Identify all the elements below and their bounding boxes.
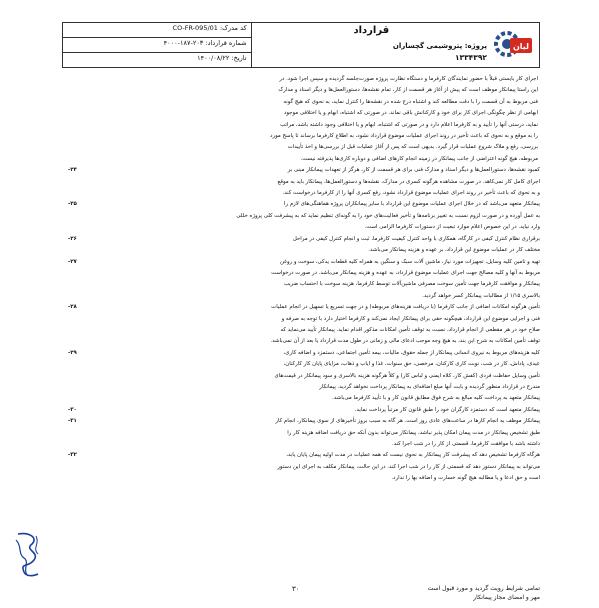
text-line: برقراری نظام کنترل کیفی در کارگاه، همکاری با واحد کنترل کیفیت کارفرما، ثبت و انجام کنترل کیفی در مراحل (292, 235, 540, 242)
text-line: پیمانکار و موافقت کارفرما جهت تأمین سوخت مصرفی ماشین‌آلات توسط کارفرما، هزینه سوخت با احتساب ضریب (283, 281, 540, 288)
text-line: فنی مربوط به آن قسمت را با دقت مطالعه کند و اشتباه درج شده در نقشه‌ها را کنترل نماید، به نحوی که هیچ گونه (283, 98, 538, 105)
document-title: قرارداد (353, 25, 390, 36)
clause-number: ۳۲- (68, 452, 77, 459)
text-line: پیمانکار متعهد به پرداخت کلیه مبالغ به شرح فوق مطابق قانون کار و با تأیید کارفرما می‌باشد. (332, 395, 540, 402)
logo-text: لیان (512, 42, 530, 51)
text-line: را به موقع و به نحوی که باعث تأخیر در روند اجرای عملیات موضوع قرارداد نشود، به اطلاع کارفرما برساند تا پاسخ مورد (270, 133, 538, 140)
header-meta (63, 23, 251, 67)
text-line: مربوط به آنها و کلیه مصالح جهت اجرای عملیات موضوع قرارداد، به عهده و هزینه پیمانکار می‌باشد. در صورت درخواست (271, 269, 540, 276)
text-line: پیمانکار موظف به انجام کارها در ساعت‌های عادی روز است. هر گاه به سبب بروز تأخیرهای از سوی پیمانکار، انجام کار (275, 418, 540, 425)
text-line: اجرای کامل کار نمی‌کاهد. در صورت مشاهده هرگونه کسری در مدارک، نقشه‌ها و دستورالعمل‌ها، پیمانکار باید به موقع (277, 178, 540, 185)
text-line: توقف تأمین امکانات به شرح این بند، به هیچ وجه موجب ادعای مالی و زمانی در طول مدت قرارداد یا بعد از آن نمی‌باشد. (270, 338, 540, 345)
text-line: وارد نیاید. در این خصوص اعلام موارد تبعیت از دستورات کارفرما الزامی است. (364, 224, 540, 231)
clause-number: ۲۹- (68, 349, 77, 356)
clause-31 (62, 416, 540, 450)
text-line: می‌تواند به پیمانکار دستور دهد که قسمتی از کار را در شب اجرا کند. در این حالت، پیمانکار مکلف به اجرای این دستور (277, 463, 540, 470)
clause-27 (62, 257, 540, 303)
text-line: داشته باشد با موافقت کارفرما، قسمتی از کار را در شب اجرا کند. (391, 441, 540, 447)
text-line: کلیه هزینه‌های مربوط به نیروی انسانی پیمانکار از جمله حقوق، مالیات، بیمه تأمین اجتماعی، دستمزد و اضافه کاری، (283, 349, 540, 356)
clause-28 (62, 302, 540, 348)
text-line: مربوطه، هیچ گونه اعتراضی از جانب پیمانکار در زمینه انجام کارهای اضافی و دوباره کاری‌ها پذیرفته نیست. (300, 155, 538, 162)
text-line: بررسی، رفع و ملاک شروع عملیات قرار گیرد. بدیهی است که پس از آغاز عملیات قبل از بررسی‌ها و اخذ تأییدات (287, 144, 538, 151)
clause-number: ۲۵- (68, 201, 77, 208)
clause-number: ۲۴- (68, 167, 77, 174)
text-line: طبق تشخیص پیمانکار در مدت پیمان امکان پذیر نباشد، پیمانکار می‌تواند بدون آنکه حق دریافت اضافه هزینه کار را (287, 429, 540, 436)
text-line: پیمانکار متعهد می‌باشد که در خلال اجرای عملیات موضوع این قرارداد با سایر پیمانکاران پروژه هماهنگی‌های لازم را (284, 201, 540, 208)
text-line: عیدی، پاداش، کار در شب، نوبت کاری کارکنان، مرخصی، حق سنوات، غذا و ایاب و ذهاب، مزایای پایان کار کارکنان، (283, 361, 540, 368)
acceptance-line: تمامی شرایط رویت گردید و مورد قبول است (427, 585, 540, 592)
text-line: به عمل آورده و در صورت لزوم نسبت به تغییر برنامه‌ها و تأخیر فعالیت‌های خود را به گونه‌ای تنظیم نماید که به پیشرفت کلی پروژه خللی (236, 212, 540, 219)
text-line: مختلف کار در عملیات موضوع این قرارداد، بر عهده و هزینه پیمانکار می‌باشد. (368, 247, 540, 254)
project-line (393, 42, 487, 50)
clause-number: ۲۶- (68, 235, 77, 242)
text-line: پیمانکار متعهد است که دستمزد کارگران خود را طبق قانون کار مرتباً پرداخت نماید. (354, 406, 540, 413)
text-line: مندرج در قرارداد منظور گردیده و بابت آنها مبلغ اضافه‌ای به پیمانکار پرداخت نخواهد گردید. پیمانکار (319, 383, 540, 390)
text-line: نماید، درستی آنها را تأیید و به کارفرما اعلام دارد و در صورتی که اشتباه، ابهام و یا اختلافی وجود داشته باشد، مراتب (280, 121, 538, 128)
clause-32 (62, 450, 540, 484)
contract-ref: شماره قرارداد: ۲۰۳-۱۸۷-۴۰۰۰ (63, 38, 251, 53)
text-line: تهیه و تامین کلیه وسایل، تجهیزات مورد نیاز، ماشین آلات سبک و سنگین به همراه کلیه قطعات یدکی، سوخت و روغن (280, 258, 540, 265)
acceptance-note (428, 584, 540, 602)
text-line: و به نحوی که باعث تأخیر در روند اجرای عملیات موضوع قرارداد نشود، رفع کسری آنها را از کارفرما درخواست کند. (282, 190, 540, 197)
text-line: تأمین وسایل حفاظت فردی (کفش کار، کلاه ایمنی و لباس کار) و کلاً هرگونه هزینه بالاسری و سود پیمانکار در قیمت‌های (274, 372, 540, 379)
contract-page (62, 22, 540, 601)
contract-body (62, 74, 540, 574)
clause-29 (62, 348, 540, 405)
contract-number: ۱۳۳۴۳۹۲ (454, 53, 487, 62)
text-line: است و حق ادعا و یا مطالبه هیچ گونه خسارت و اضافه بها را ندارد. (391, 475, 540, 482)
company-logo (493, 26, 533, 63)
text-line: صلاح خود در هر مقطعی از انجام قرارداد، نسبت به توقف تأمین امکانات مذکور اقدام نماید. پیمانکار تأیید می‌نماید که (280, 326, 540, 333)
clause-25 (62, 199, 540, 233)
text-line: ابهامی از نظر چگونگی اجرای کار برای خود و کارکنانش باقی نماند. در صورتی که اشتباه، ابهام و یا اختلافی موجود (283, 110, 538, 117)
signature-stamp (12, 530, 44, 580)
project-name: پتروشیمی گچساران (392, 42, 463, 50)
signature-line: مهر و امضای مجاز پیمانکار (473, 594, 540, 601)
text-line: کمبود نقشه‌ها، دستورالعمل‌ها و دیگر اسناد و مدارک فنی برای هر قسمت از کار، هرگز از تعهدات پیمانکار مبنی بر (287, 167, 540, 174)
text-line: بالاسری ۱/۱۵ از مطالبات پیمانکار کسر خواهد گردید. (422, 292, 540, 299)
text-line: اجرای کار بایستی قبلاً با حضور نمایندگان کارفرما و دستگاه نظارت پروژه صورت‌جلسه گردیده و سپس اجرا شود. در (279, 76, 538, 82)
clause-24 (62, 165, 540, 199)
text-line: فنی و اجرایی موضوع این قرارداد، هیچگونه حقی برای پیمانکار ایجاد نمی‌کند و کارفرما اختیار دارد با توجه به صرفه و (281, 315, 540, 322)
page-footer (62, 582, 540, 608)
clause-number: ۲۸- (68, 304, 77, 311)
document-header (62, 22, 540, 68)
text-line: تأمین هرگونه امکانات اضافی از جانب کارفرما (با دریافت هزینه‌های مربوطه) و در جهت تسریع یا تسهیل در انجام عملیات (271, 304, 540, 311)
header-main-cell (251, 23, 539, 67)
clause-26 (62, 234, 540, 257)
text-line: هرگاه کارفرما تشخیص دهد که پیشرفت کار پیمانکار به نحوی نیست که همه عملیات در مدت اولیه پیمان پایان یابد، (286, 452, 540, 459)
clause-number: ۲۷- (68, 258, 77, 265)
project-label: پروژه: (464, 42, 487, 50)
text-line: این راستا پیمانکار موظف است که پیش از آغاز هر قسمت از کار، تمام نقشه‌ها، دستورالعمل‌ها و دیگر اسناد و مدارک (278, 87, 538, 94)
clause-30 (62, 405, 540, 416)
contract-date: تاریخ: ۱۴۰۰/۰۸/۲۲ (197, 54, 247, 62)
clause-number: ۳۱- (68, 418, 77, 425)
form-code: کد مدرک: CO-FR-095/01 (63, 23, 251, 38)
page-number: ۳۰ (292, 585, 300, 593)
clause-number: ۳۰- (68, 406, 77, 413)
intro-paragraph (64, 74, 538, 165)
